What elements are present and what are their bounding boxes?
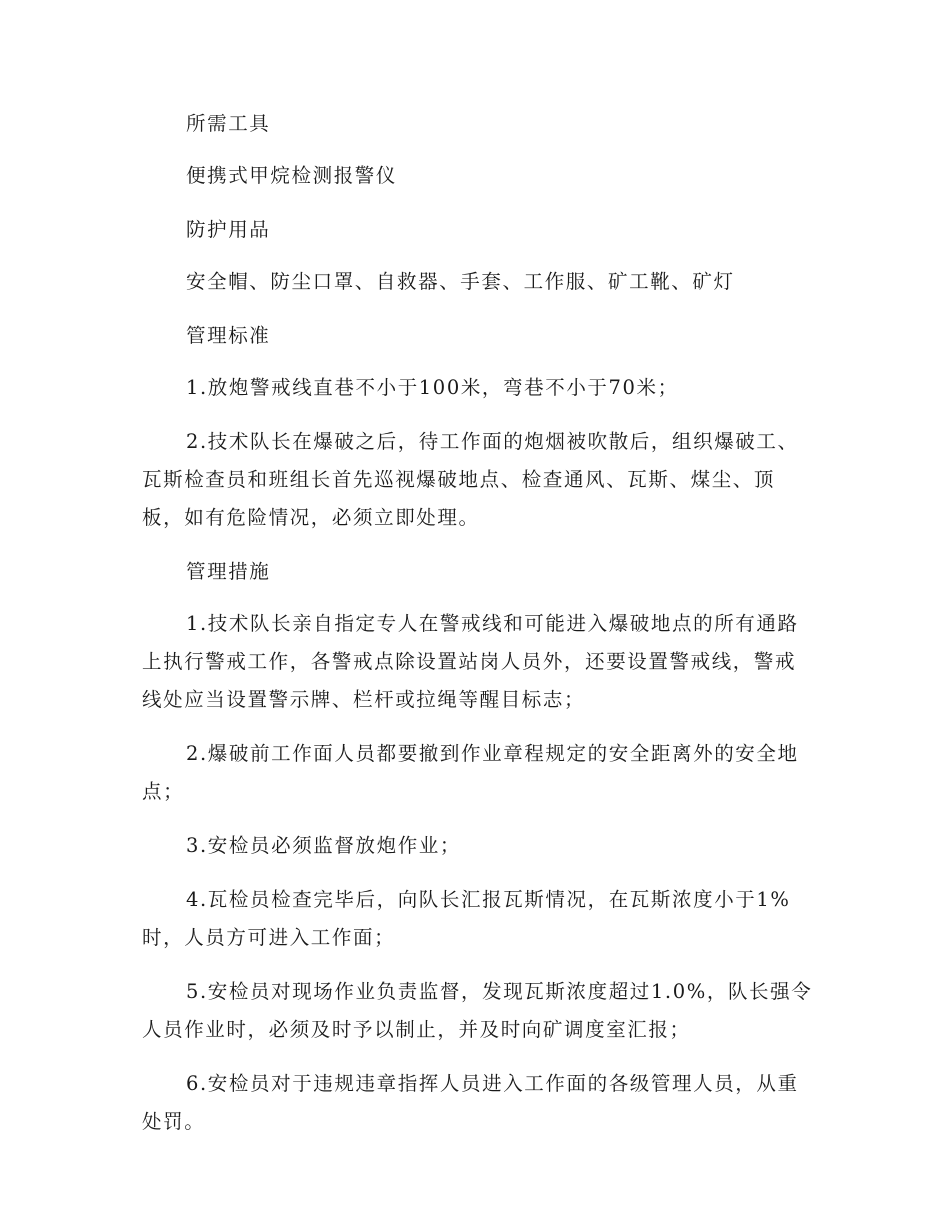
protective-gear-paragraph: 安全帽、防尘口罩、自救器、手套、工作服、矿工靴、矿灯 xyxy=(186,270,735,293)
standard-item-2: 2.技术队长在爆破之后，待工作面的炮烟被吹散后，组织爆破工、瓦斯检查员和班组长首先巡视爆破地点、检查通风、瓦斯、煤尘、顶板，如有危险情况，必须立即处理。 xyxy=(142,430,799,529)
measure-item-4: 4.瓦检员检查完毕后，向队长汇报瓦斯情况，在瓦斯浓度小于1%时，人员方可进入工作面； xyxy=(142,888,791,949)
measure-item-1: 1.技术队长亲自指定专人在警戒线和可能进入爆破地点的所有通路上执行警戒工作，各警戒点除设置站岗人员外，还要设置警戒线，警戒线处应当设置警示牌、栏杆或拉绳等醒目标志； xyxy=(142,612,799,711)
section-heading-management-measures: 管理措施 xyxy=(186,560,271,583)
measure-item-3: 3.安检员必须监督放炮作业； xyxy=(186,834,462,857)
document-page xyxy=(142,105,817,1157)
tools-paragraph: 便携式甲烷检测报警仪 xyxy=(186,164,398,187)
measure-item-5: 5.安检员对现场作业负责监督，发现瓦斯浓度超过1.0%，队长强令人员作业时，必须及时予以制止，并及时向矿调度室汇报； xyxy=(142,980,813,1041)
standard-item-1: 1.放炮警戒线直巷不小于100米，弯巷不小于70米； xyxy=(186,376,679,399)
section-heading-management-standards: 管理标准 xyxy=(186,324,271,347)
measure-item-6: 6.安检员对于违规违章指挥人员进入工作面的各级管理人员，从重处罚。 xyxy=(142,1072,799,1133)
section-heading-protective-gear: 防护用品 xyxy=(186,218,271,241)
section-heading-tools: 所需工具 xyxy=(186,112,271,135)
measure-item-2: 2.爆破前工作面人员都要撤到作业章程规定的安全距离外的安全地点； xyxy=(142,742,799,803)
